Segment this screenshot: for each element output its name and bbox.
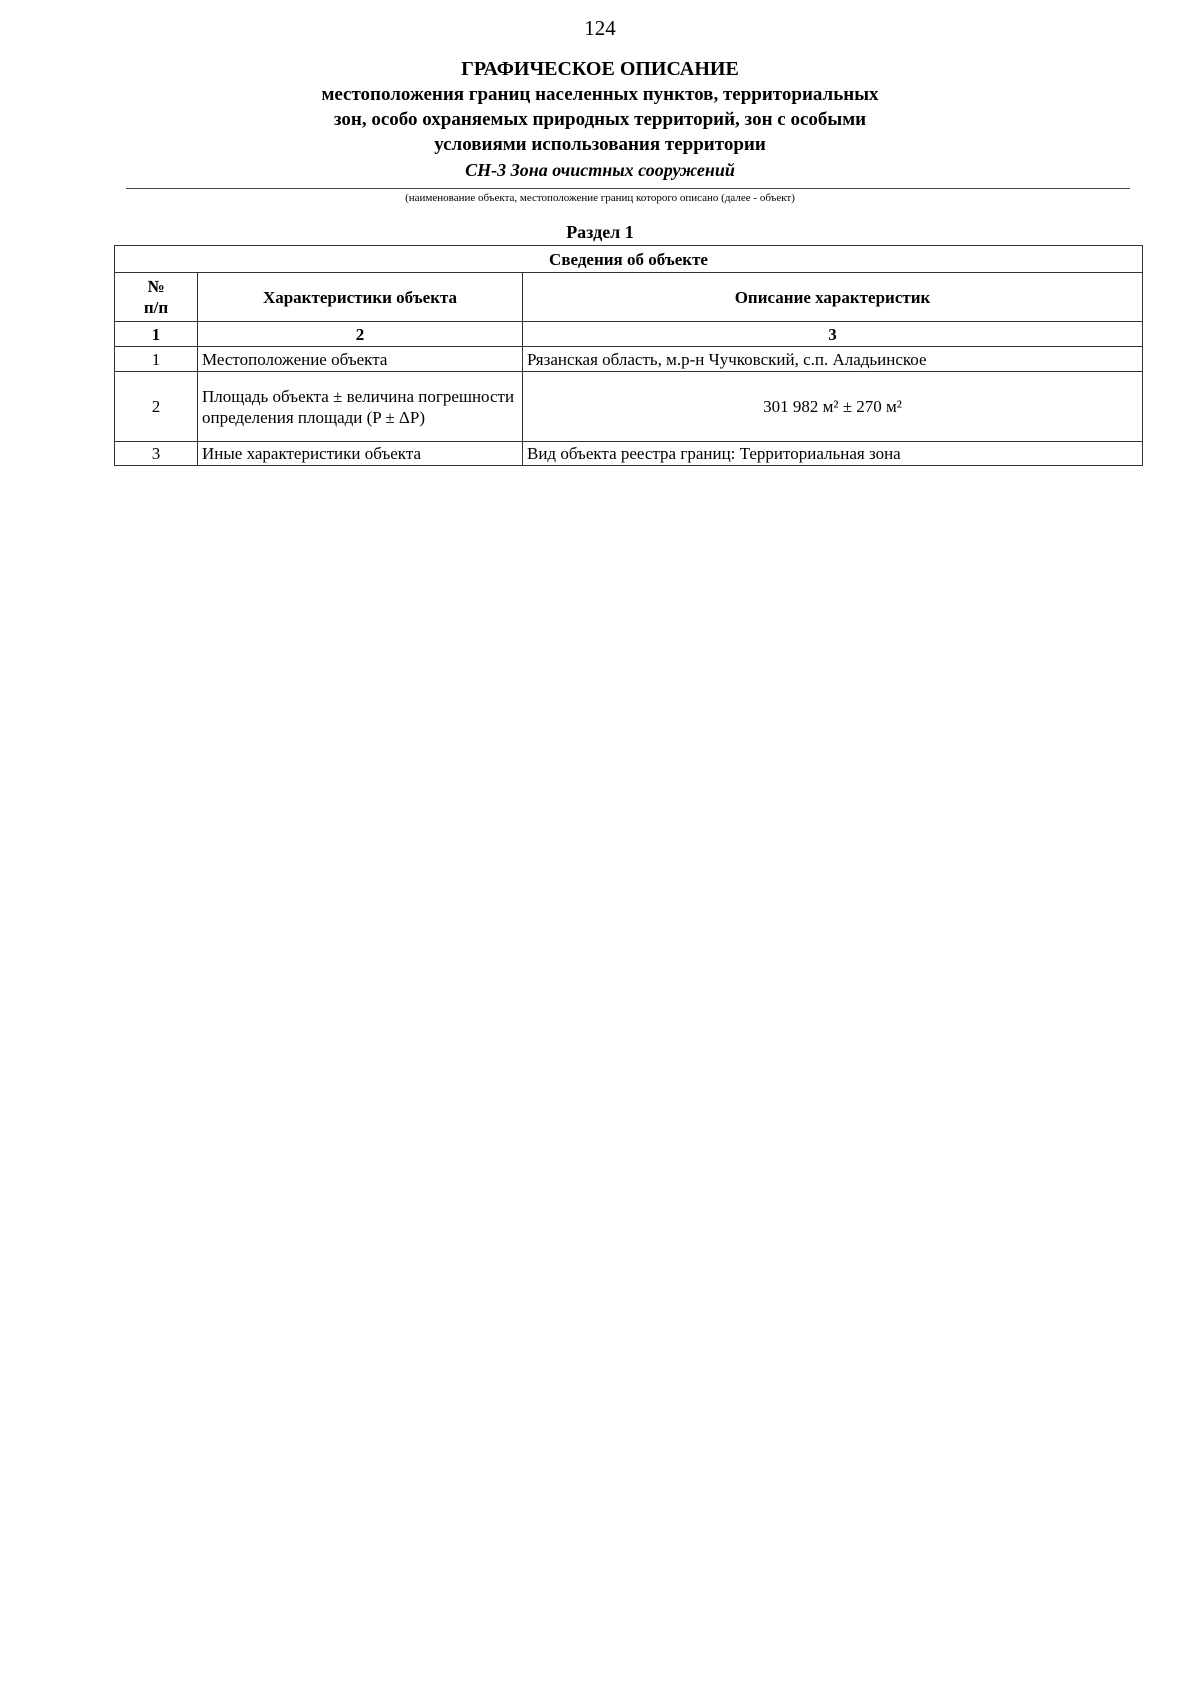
- row-number: 2: [115, 372, 198, 442]
- row-characteristic: Иные характеристики объекта: [198, 442, 523, 466]
- column-number-3: 3: [523, 322, 1143, 347]
- table-header-row: [115, 273, 1143, 322]
- table-caption: Сведения об объекте: [115, 246, 1143, 273]
- object-name-caption: (наименование объекта, местоположение границ которого описано (далее - объект): [405, 192, 795, 204]
- title-block: [0, 57, 1200, 182]
- row-number: 1: [115, 347, 198, 372]
- row-description: Рязанская область, м.р-н Чучковский, с.п. Аладьинское: [523, 347, 1143, 372]
- table-row: [115, 442, 1143, 466]
- row-characteristic: Местоположение объекта: [198, 347, 523, 372]
- table-row: [115, 372, 1143, 442]
- subtitle-line-2: зон, особо охраняемых природных территорий, зон с особыми: [333, 109, 867, 130]
- section-title: Раздел 1: [566, 222, 634, 242]
- subtitle-line-1: местоположения границ населенных пунктов, территориальных: [321, 84, 879, 105]
- column-number-row: [115, 322, 1143, 347]
- table-caption-row: [115, 246, 1143, 273]
- header-number: № п/п: [115, 273, 198, 322]
- object-info-table: [114, 245, 1143, 466]
- column-number-2: 2: [198, 322, 523, 347]
- subtitle-line-3: условиями использования территории: [434, 134, 766, 155]
- row-description: Вид объекта реестра границ: Территориальная зона: [523, 442, 1143, 466]
- column-number-1: 1: [115, 322, 198, 347]
- header-description: Описание характеристик: [523, 273, 1143, 322]
- object-name: СН-3 Зона очистных сооружений: [465, 160, 735, 180]
- header-characteristic: Характеристики объекта: [198, 273, 523, 322]
- object-name-underline: [126, 188, 1130, 189]
- row-characteristic: Площадь объекта ± величина погрешности определения площади (P ± ΔP): [198, 372, 523, 442]
- document-title: ГРАФИЧЕСКОЕ ОПИСАНИЕ: [461, 58, 739, 80]
- table-row: [115, 347, 1143, 372]
- row-description: 301 982 м² ± 270 м²: [523, 372, 1143, 442]
- page-number: 124: [584, 16, 616, 40]
- row-number: 3: [115, 442, 198, 466]
